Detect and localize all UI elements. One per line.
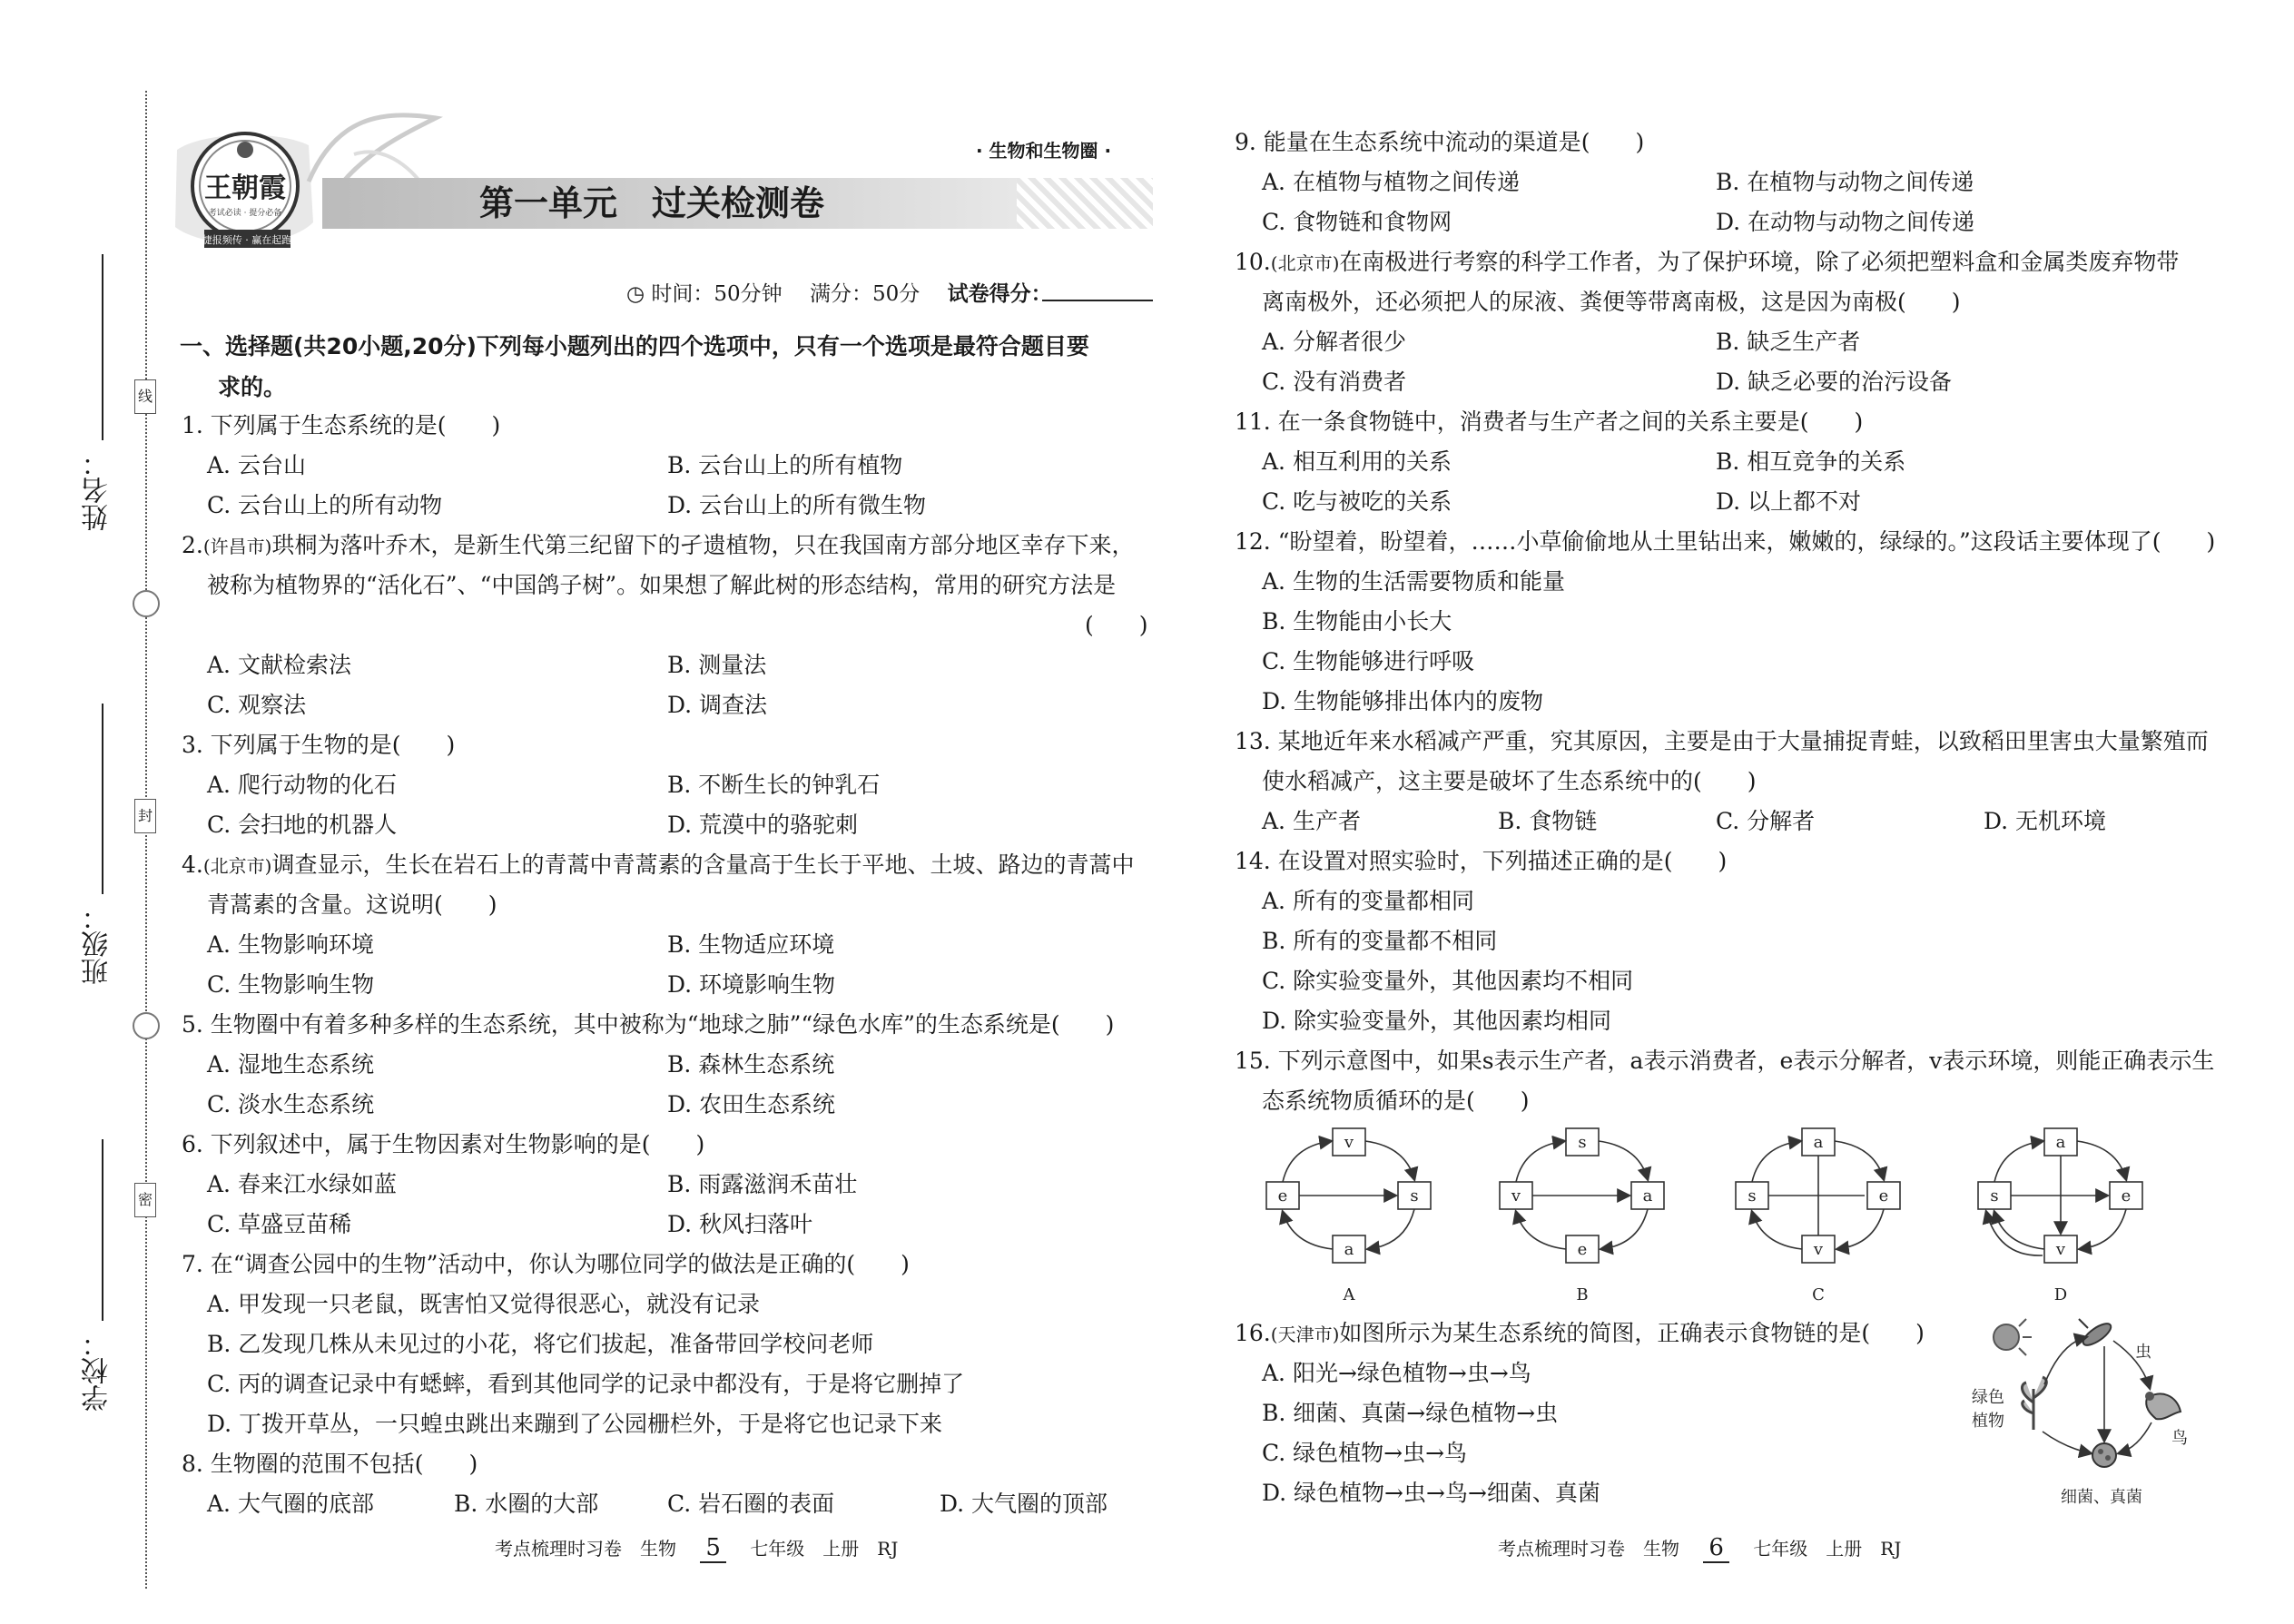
question-4-stem-cont: 青蒿素的含量。这说明( ) (207, 891, 497, 918)
clock-icon: ◷ (626, 282, 645, 306)
microbe-label: 细菌、真菌 (2061, 1488, 2142, 1507)
diagram-a-v: v (1344, 1133, 1354, 1152)
question-5-stem: 5. 生物圈中有着多种多样的生态系统，其中被称为“地球之肺”“绿色水库”的生态系统是( ) (182, 1011, 1115, 1038)
q12-option-c[interactable]: C. 生物能够进行呼吸 (1262, 648, 1475, 674)
q3-option-b[interactable]: B. 不断生长的钟乳石 (667, 772, 881, 798)
q4-option-d[interactable]: D. 环境影响生物 (667, 971, 836, 998)
q13-option-b[interactable]: B. 食物链 (1498, 808, 1598, 834)
name-label: 姓名： (82, 449, 113, 531)
q10-option-c[interactable]: C. 没有消费者 (1262, 369, 1407, 395)
footer-left-text: 考点梳理时习卷 生物 (495, 1538, 676, 1560)
diagram-d-v: v (2055, 1240, 2066, 1259)
section-title: 一、选择题(共20小题,20分)下列每小题列出的四个选项中，只有一个选项是最符合题目要 (180, 333, 1089, 359)
q10-option-b[interactable]: B. 缺乏生产者 (1716, 329, 1861, 355)
score-input-line[interactable] (1042, 300, 1153, 301)
seal-circle-icon (133, 590, 160, 617)
q15-diagram-a[interactable] (1266, 1128, 1431, 1263)
q16-source: (天津市) (1270, 1324, 1340, 1345)
q4-text-1: 调查显示，生长在岩石上的青蒿中青蒿素的含量高于生长于平地、土坡、路边的青蒿中 (271, 851, 1135, 878)
question-13-stem-cont: 使水稻减产，这主要是破坏了生态系统中的( ) (1262, 768, 1757, 794)
footer-left-grade: 七年级 上册 RJ (750, 1538, 899, 1560)
q8-option-b[interactable]: B. 水圈的大部 (454, 1491, 599, 1517)
q9-option-a[interactable]: A. 在植物与植物之间传递 (1262, 169, 1520, 195)
diagram-b-v: v (1511, 1186, 1521, 1206)
question-10-stem (1235, 247, 2179, 279)
q13-option-c[interactable]: C. 分解者 (1716, 808, 1816, 834)
q7-option-b[interactable]: B. 乙发现几株从未见过的小花，将它们拔起，准备带回学校问老师 (207, 1331, 874, 1357)
plant-label-2: 植物 (1972, 1412, 2004, 1431)
q4-num: 4. (182, 851, 203, 878)
diagram-c-v: v (1813, 1240, 1824, 1259)
class-underline[interactable] (102, 704, 103, 894)
diagram-c-caption: C (1812, 1285, 1825, 1304)
q5-option-a[interactable]: A. 湿地生态系统 (207, 1051, 374, 1078)
question-9-stem: 9. 能量在生态系统中流动的渠道是( ) (1235, 129, 1645, 155)
q11-option-b[interactable]: B. 相互竞争的关系 (1716, 448, 1906, 475)
q10-source: (北京市) (1270, 252, 1340, 274)
binding-dotted-line (145, 91, 147, 1589)
question-3-stem: 3. 下列属于生物的是( ) (182, 732, 456, 758)
diagram-a-e: e (1277, 1186, 1288, 1206)
insect-label: 虫 (2135, 1343, 2151, 1362)
seal-mark-xian: 线 (134, 379, 156, 414)
diagram-b-caption: B (1576, 1285, 1589, 1304)
q16-text: 如图所示为某生态系统的简图，正确表示食物链的是( ) (1339, 1320, 1925, 1346)
q5-option-d[interactable]: D. 农田生态系统 (667, 1091, 836, 1117)
q10-option-d[interactable]: D. 缺乏必要的治污设备 (1716, 369, 1953, 395)
q14-option-b[interactable]: B. 所有的变量都不相同 (1262, 928, 1498, 954)
q3-option-d[interactable]: D. 荒漠中的骆驼刺 (667, 812, 859, 838)
q12-option-b[interactable]: B. 生物能由小长大 (1262, 608, 1452, 635)
q2-answer-paren[interactable]: ( ) (1085, 612, 1148, 638)
page-number-left: 5 (700, 1534, 726, 1563)
q4-option-b[interactable]: B. 生物适应环境 (667, 931, 835, 958)
footer-right-grade: 七年级 上册 RJ (1753, 1538, 1902, 1560)
diagram-a-a: a (1344, 1240, 1354, 1259)
q9-option-c[interactable]: C. 食物链和食物网 (1262, 209, 1452, 235)
q16-option-b[interactable]: B. 细菌、真菌→绿色植物→虫 (1262, 1400, 1559, 1426)
name-underline[interactable] (102, 254, 103, 440)
title-banner-pattern (1017, 178, 1153, 229)
insect-icon (2079, 1319, 2114, 1349)
diagram-b-s: s (1578, 1133, 1587, 1152)
diagram-d-s: s (1990, 1186, 1999, 1206)
q1-option-c[interactable]: C. 云台山上的所有动物 (207, 492, 443, 518)
school-underline[interactable] (102, 1139, 103, 1321)
class-label: 班级： (82, 903, 113, 985)
q7-option-a[interactable]: A. 甲发现一只老鼠，既害怕又觉得很恶心，就没有记录 (207, 1291, 760, 1317)
q8-option-a[interactable]: A. 大气圈的底部 (207, 1491, 374, 1517)
q3-option-c[interactable]: C. 会扫地的机器人 (207, 812, 398, 838)
diagram-c-a: a (1813, 1133, 1824, 1152)
q7-option-c[interactable]: C. 丙的调查记录中有蟋蟀，看到其他同学的记录中都没有，于是将它删掉了 (207, 1371, 965, 1397)
question-11-stem: 11. 在一条食物链中，消费者与生产者之间的关系主要是( ) (1235, 408, 1864, 435)
logo-ribbon: 捷报频传 · 赢在起跑 (202, 234, 292, 246)
diagram-c-s: s (1748, 1186, 1757, 1206)
page-number-right: 6 (1703, 1534, 1729, 1563)
q13-option-a[interactable]: A. 生产者 (1262, 808, 1361, 834)
q14-option-d[interactable]: D. 除实验变量外，其他因素均相同 (1262, 1008, 1612, 1034)
sun-icon (1994, 1319, 2032, 1355)
question-14-stem: 14. 在设置对照实验时，下列描述正确的是( ) (1235, 848, 1728, 874)
bird-icon (2145, 1392, 2181, 1419)
question-7-stem: 7. 在“调查公园中的生物”活动中，你认为哪位同学的做法是正确的( ) (182, 1251, 910, 1277)
q15-diagram-d[interactable] (1978, 1128, 2142, 1263)
q2-option-d[interactable]: D. 调查法 (667, 692, 768, 718)
q10-num: 10. (1235, 249, 1271, 275)
question-12-stem: 12. “盼望着，盼望着，……小草偷偷地从土里钻出来，嫩嫩的，绿绿的。”这段话主要体现了( ) (1235, 528, 2216, 555)
q15-diagram-c[interactable] (1736, 1128, 1900, 1263)
diagram-d-a: a (2055, 1133, 2066, 1152)
q13-option-d[interactable]: D. 无机环境 (1984, 808, 2107, 834)
diagram-a-caption: A (1343, 1285, 1355, 1304)
footer-right-text: 考点梳理时习卷 生物 (1498, 1538, 1679, 1560)
q12-option-d[interactable]: D. 生物能够排出体内的废物 (1262, 688, 1544, 714)
q11-option-d[interactable]: D. 以上都不对 (1716, 488, 1862, 515)
q2-source: (许昌市) (202, 536, 272, 557)
time-limit: 时间：50分钟 (651, 282, 783, 306)
q1-option-d[interactable]: D. 云台山上的所有微生物 (667, 492, 927, 518)
page-title: 第一单元 过关检测卷 (479, 183, 825, 223)
footer-right (1498, 1534, 1901, 1563)
q14-option-a[interactable]: A. 所有的变量都相同 (1262, 888, 1474, 914)
plant-icon (2022, 1377, 2046, 1430)
q4-option-a[interactable]: A. 生物影响环境 (207, 931, 374, 958)
seal-mark-feng: 封 (134, 799, 156, 833)
footer-left (495, 1534, 898, 1563)
q16-ecosystem-figure (1970, 1312, 2206, 1511)
diagram-d-e: e (2121, 1186, 2132, 1206)
brand-logo (168, 113, 318, 259)
question-16-stem (1235, 1318, 1925, 1350)
diagram-d-caption: D (2053, 1285, 2068, 1304)
q4-option-c[interactable]: C. 生物影响生物 (207, 971, 375, 998)
q12-option-a[interactable]: A. 生物的生活需要物质和能量 (1262, 568, 1565, 595)
microbe-icon (2092, 1443, 2116, 1467)
q5-option-c[interactable]: C. 淡水生态系统 (207, 1091, 375, 1117)
q3-option-a[interactable]: A. 爬行动物的化石 (207, 772, 397, 798)
q2-option-a[interactable]: A. 文献检索法 (207, 652, 351, 678)
question-13-stem: 13. 某地近年来水稻减产严重，究其原因，主要是由于大量捕捉青蛙，以致稻田里害虫大量繁殖而 (1235, 728, 2209, 754)
q4-source: (北京市) (202, 855, 272, 877)
question-8-stem: 8. 生物圈的范围不包括( ) (182, 1451, 478, 1477)
question-1-stem: 1. 下列属于生态系统的是( ) (182, 412, 501, 438)
q11-option-a[interactable]: A. 相互利用的关系 (1262, 448, 1452, 475)
q9-option-b[interactable]: B. 在植物与动物之间传递 (1716, 169, 1974, 195)
diagram-a-s: s (1410, 1186, 1419, 1206)
plant-label-1: 绿色 (1972, 1388, 2004, 1407)
school-label: 学校： (82, 1330, 113, 1412)
exam-info (626, 277, 1052, 307)
score-label: 试卷得分： (947, 282, 1052, 306)
question-15-stem-cont: 态系统物质循环的是( ) (1262, 1088, 1530, 1114)
q1-option-a[interactable]: A. 云台山 (207, 452, 306, 478)
logo-subtext: 考试必读 · 提分必备 (208, 209, 282, 218)
question-2-stem (182, 530, 1134, 562)
section-title-cont: 求的。 (218, 374, 287, 400)
q10-text-1: 在南极进行考察的科学工作者，为了保护环境，除了必须把塑料盒和金属类废弃物带 (1339, 249, 2180, 275)
subject-tag: · 生物和生物圈 · (976, 140, 1112, 162)
q16-option-c[interactable]: C. 绿色植物→虫→鸟 (1262, 1440, 1468, 1466)
q16-option-a[interactable]: A. 阳光→绿色植物→虫→鸟 (1262, 1360, 1531, 1386)
q16-option-d[interactable]: D. 绿色植物→虫→鸟→细菌、真菌 (1262, 1480, 1600, 1506)
question-4-stem (182, 850, 1134, 881)
q2-option-b[interactable]: B. 测量法 (667, 652, 767, 678)
q6-option-a[interactable]: A. 春来江水绿如蓝 (207, 1171, 397, 1197)
q5-option-b[interactable]: B. 森林生态系统 (667, 1051, 835, 1078)
diagram-b-e: e (1577, 1240, 1588, 1259)
q8-option-c[interactable]: C. 岩石圈的表面 (667, 1491, 835, 1517)
question-15-stem: 15. 下列示意图中，如果s表示生产者，a表示消费者，e表示分解者，v表示环境，则能正确表示生 (1235, 1048, 2215, 1074)
q9-option-d[interactable]: D. 在动物与动物之间传递 (1716, 209, 1975, 235)
bird-label: 鸟 (2171, 1429, 2188, 1448)
q11-option-c[interactable]: C. 吃与被吃的关系 (1262, 488, 1452, 515)
q10-option-a[interactable]: A. 分解者很少 (1262, 329, 1406, 355)
full-score: 满分：50分 (809, 282, 921, 306)
question-6-stem: 6. 下列叙述中，属于生物因素对生物影响的是( ) (182, 1131, 705, 1157)
question-2-stem-cont: 被称为植物界的“活化石”、“中国鸽子树”。如果想了解此树的形态结构，常用的研究方法是 (207, 572, 1117, 598)
q15-diagram-b[interactable] (1500, 1128, 1664, 1263)
q6-option-b[interactable]: B. 雨露滋润禾苗壮 (667, 1171, 858, 1197)
question-10-stem-cont: 离南极外，还必须把人的尿液、粪便等带离南极，这是因为南极( ) (1262, 289, 1961, 315)
diagram-b-a: a (1642, 1186, 1653, 1206)
q8-option-d[interactable]: D. 大气圈的顶部 (940, 1491, 1108, 1517)
q7-option-d[interactable]: D. 丁拨开草丛，一只蝗虫跳出来蹦到了公园栅栏外，于是将它也记录下来 (207, 1411, 943, 1437)
q2-num: 2. (182, 532, 203, 558)
q2-option-c[interactable]: C. 观察法 (207, 692, 307, 718)
q15-diagrams (1253, 1121, 2233, 1307)
q16-num: 16. (1235, 1320, 1271, 1346)
q14-option-c[interactable]: C. 除实验变量外，其他因素均不相同 (1262, 968, 1634, 994)
q6-option-c[interactable]: C. 草盛豆苗稀 (207, 1211, 352, 1237)
q2-text-1: 珙桐为落叶乔木，是新生代第三纪留下的孑遗植物，只在我国南方部分地区幸存下来， (271, 532, 1135, 558)
seal-circle-icon (133, 1012, 160, 1039)
logo-text: 王朝霞 (204, 172, 286, 204)
q6-option-d[interactable]: D. 秋风扫落叶 (667, 1211, 813, 1237)
diagram-c-e: e (1878, 1186, 1889, 1206)
q1-option-b[interactable]: B. 云台山上的所有植物 (667, 452, 903, 478)
seal-mark-mi: 密 (134, 1183, 156, 1217)
